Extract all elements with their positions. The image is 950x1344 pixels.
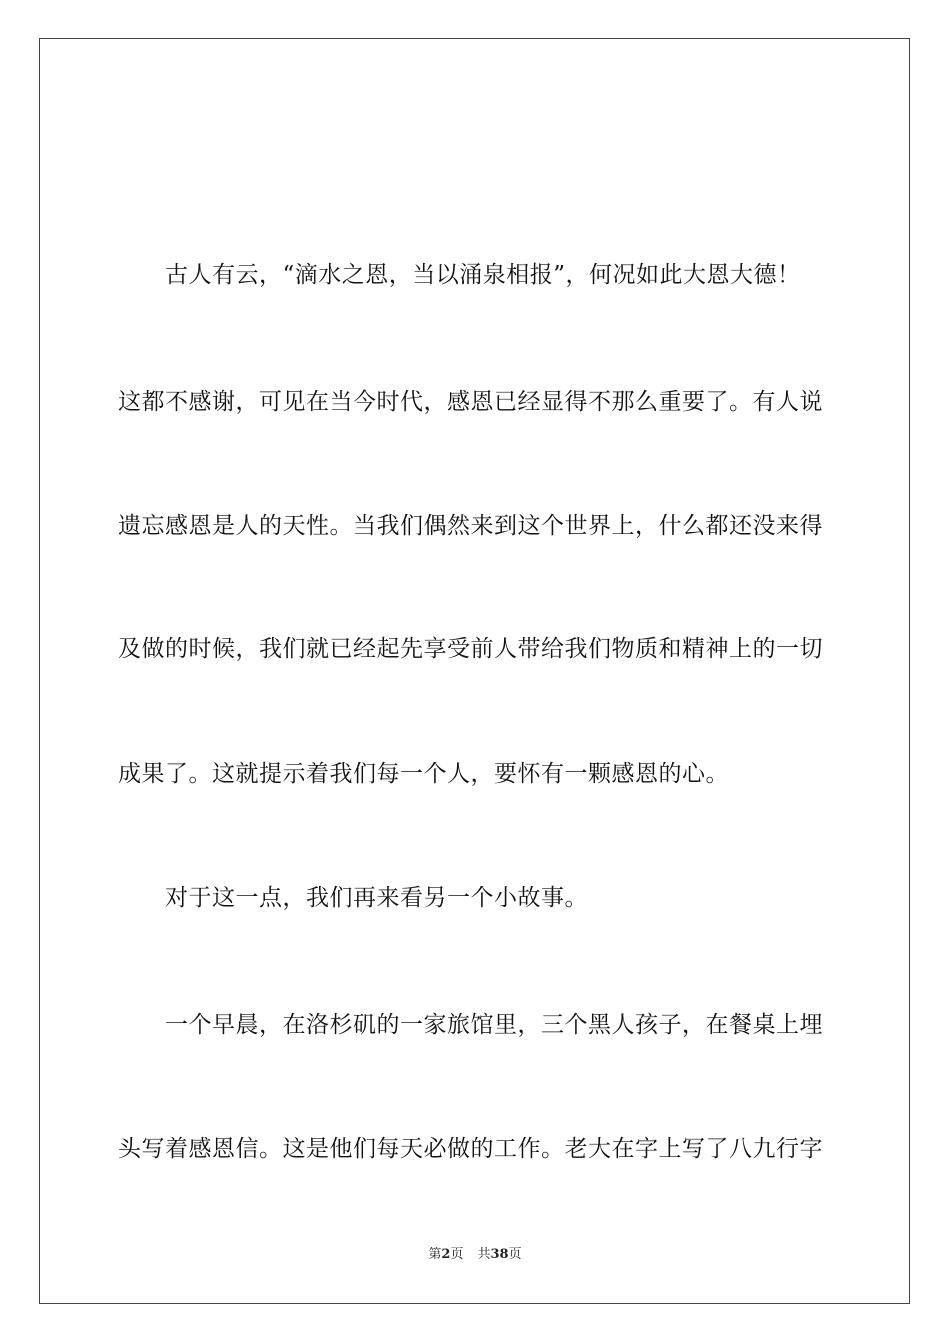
paragraph-line: 遗忘感恩是人的天性。当我们偶然来到这个世界上，什么都还没来得 <box>118 513 823 539</box>
paragraph-line: 头写着感恩信。这是他们每天必做的工作。老大在字上写了八九行字 <box>118 1136 823 1162</box>
page-number: 2 <box>441 1247 451 1262</box>
total-suffix: 页 <box>508 1247 522 1262</box>
page-border <box>39 38 910 1304</box>
paragraph-line: 一个早晨，在洛杉矶的一家旅馆里，三个黑人孩子，在餐桌上埋 <box>165 1012 823 1038</box>
paragraph-line: 成果了。这就提示着我们每一个人，要怀有一颗感恩的心。 <box>118 761 729 787</box>
total-prefix: 共 <box>477 1247 491 1262</box>
paragraph-line: 这都不感谢，可见在当今时代，感恩已经显得不那么重要了。有人说 <box>118 389 823 415</box>
total-pages: 38 <box>490 1247 509 1262</box>
page-suffix: 页 <box>450 1247 464 1262</box>
paragraph-line: 古人有云，“滴水之恩，当以涌泉相报”，何况如此大恩大德！ <box>165 262 801 288</box>
page-prefix: 第 <box>428 1247 442 1262</box>
page-footer <box>0 1246 950 1264</box>
paragraph-line: 及做的时候，我们就已经起先享受前人带给我们物质和精神上的一切 <box>118 636 823 662</box>
paragraph-line: 对于这一点，我们再来看另一个小故事。 <box>165 885 588 911</box>
